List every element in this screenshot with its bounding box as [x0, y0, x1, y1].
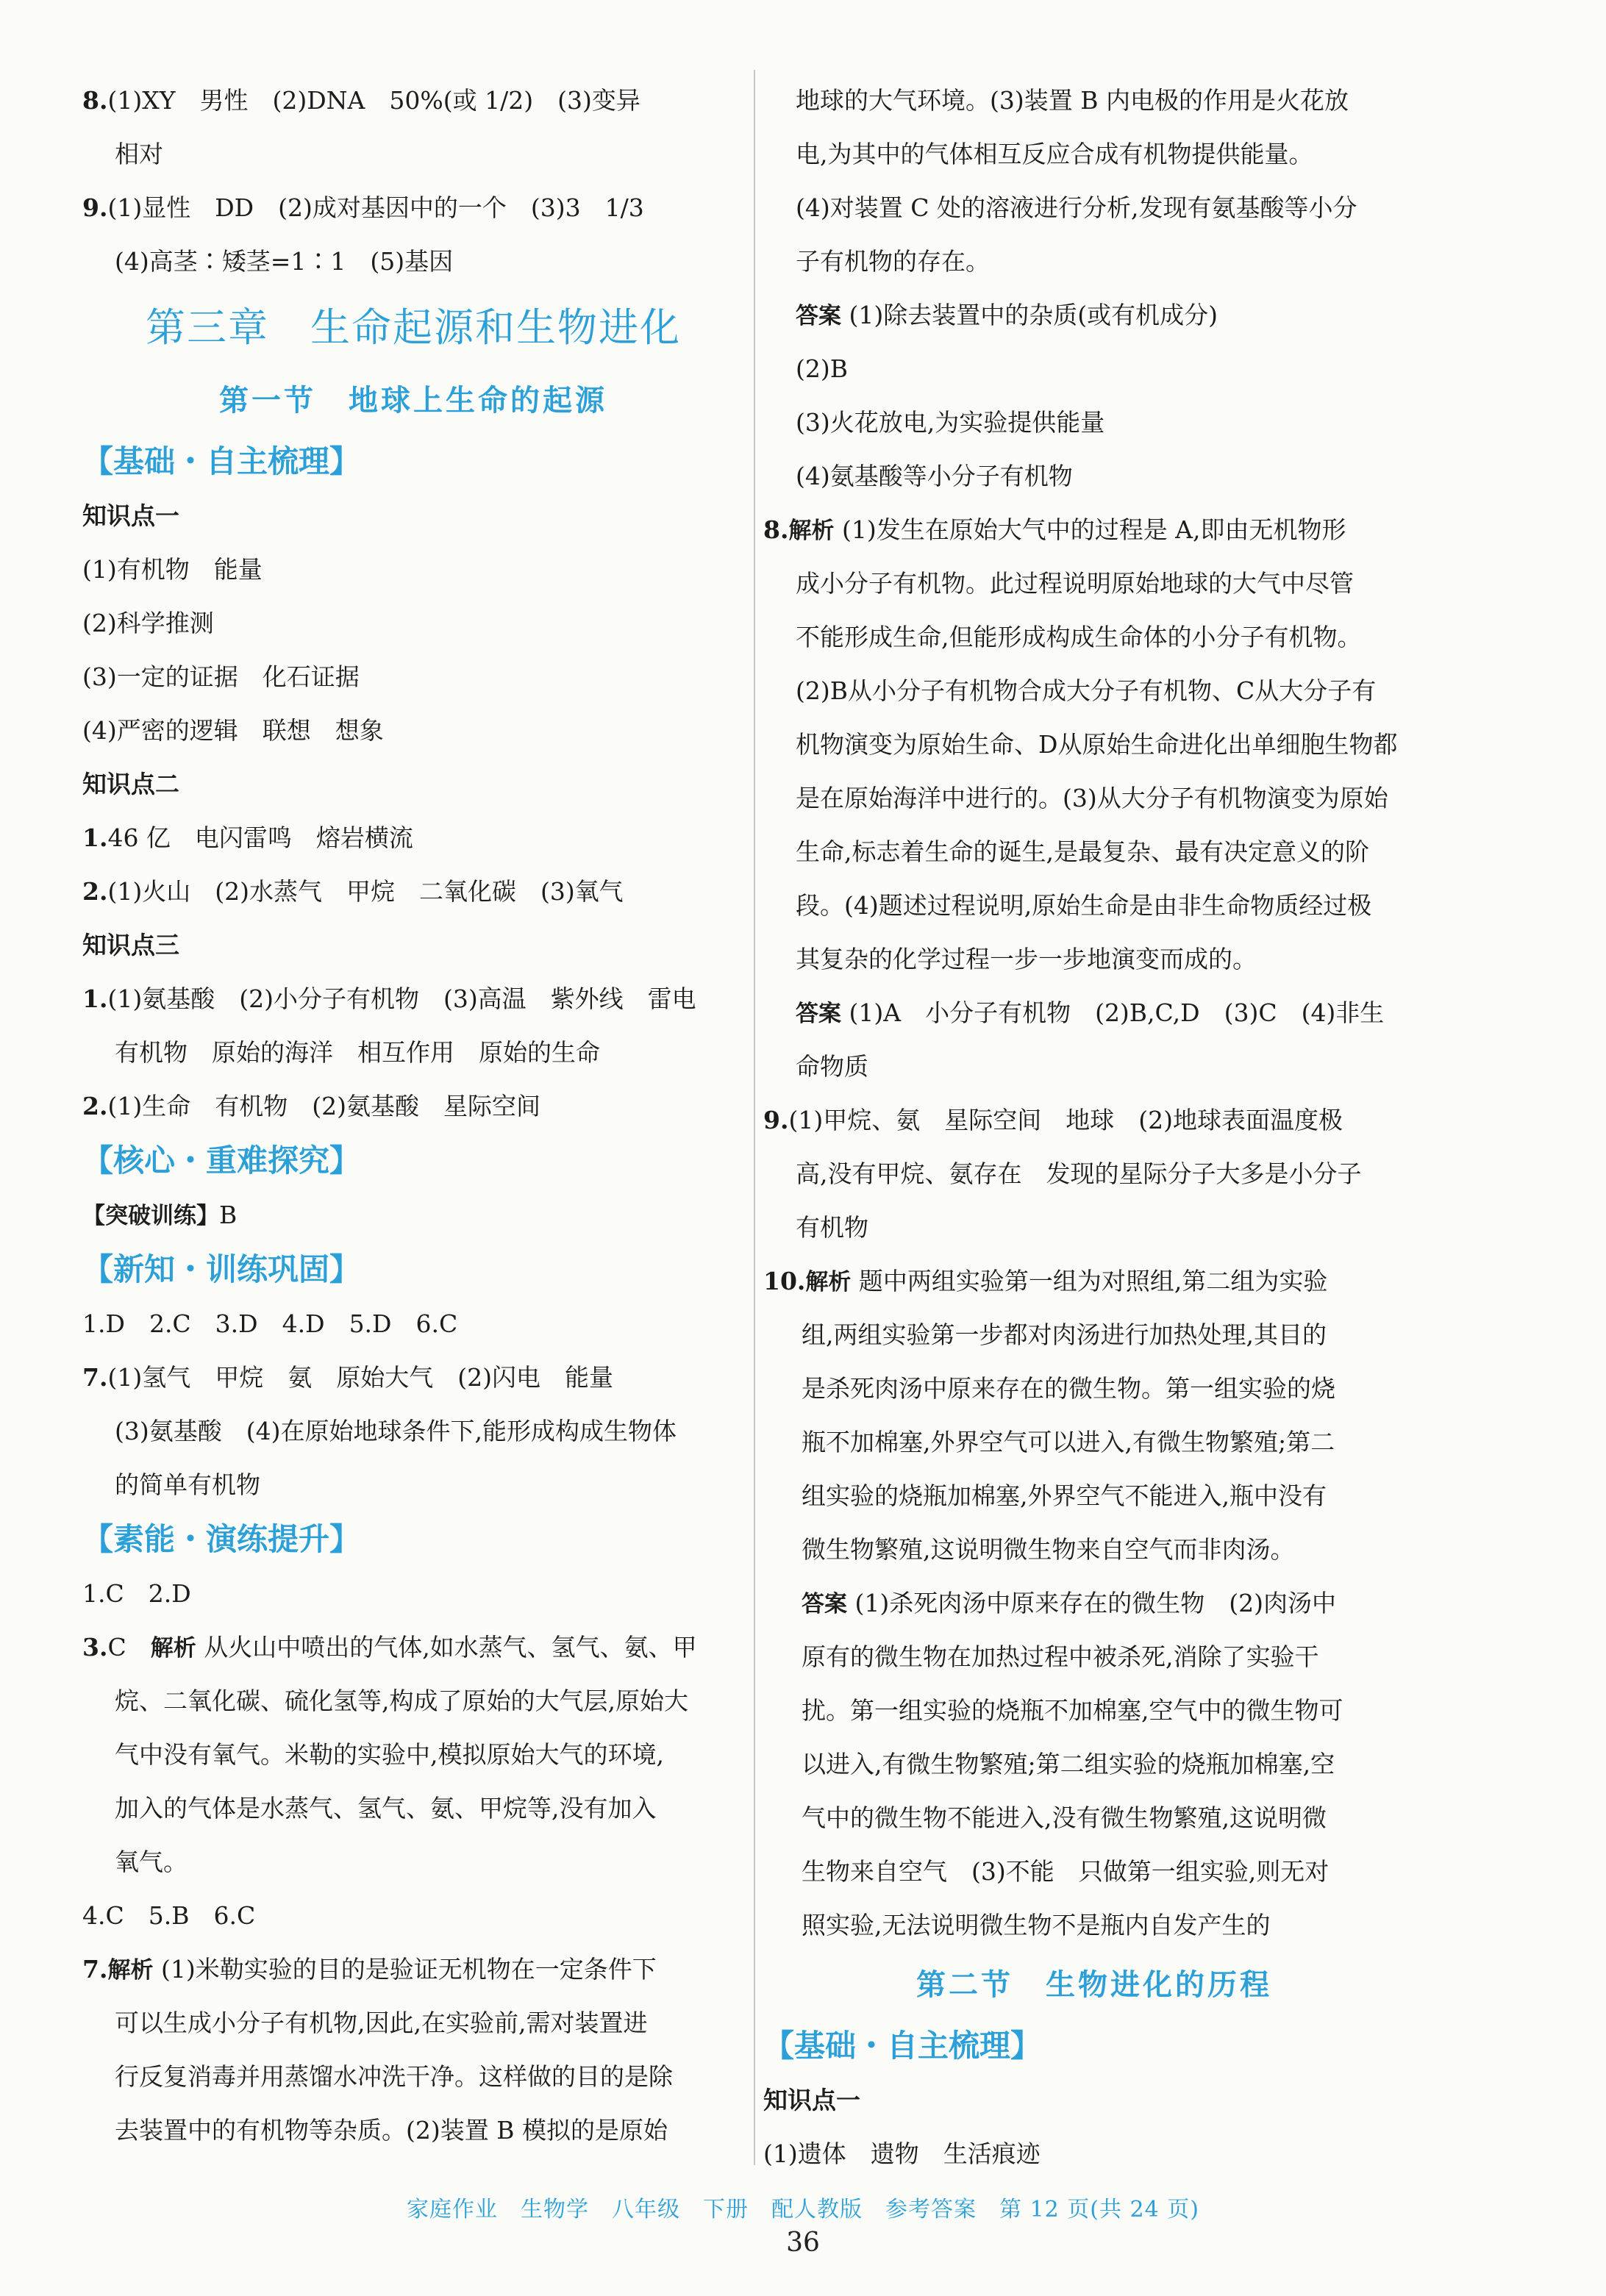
answer-10-key-cont: 照实验,无法说明微生物不是瓶内自发产生的	[802, 1911, 1271, 1939]
answer-7-key-cont: (4)氨基酸等小分子有机物	[796, 462, 1073, 490]
answer-8-key: 答案 (1)A 小分子有机物 (2)B,C,D (3)C (4)非生	[796, 998, 1385, 1027]
answer-3-skill: 3.C 解析 从火山中喷出的气体,如水蒸气、氢气、氨、甲	[82, 1633, 697, 1662]
kp1-item: (3)一定的证据 化石证据	[82, 662, 360, 691]
answer-10-skill-cont: 组实验的烧瓶加棉塞,外界空气不能进入,瓶中没有	[802, 1481, 1327, 1510]
heading-skill: 【素能・演练提升】	[82, 1521, 361, 1557]
answer-10-key-cont: 气中的微生物不能进入,没有微生物繁殖,这说明微	[802, 1803, 1327, 1832]
kp3-item-cont: 有机物 原始的海洋 相互作用 原始的生命	[115, 1038, 600, 1067]
knowledge-point-3: 知识点三	[82, 931, 179, 959]
answer-8-skill-cont: 机物演变为原始生命、D从原始生命进化出单细胞生物都	[796, 730, 1398, 759]
page-footer: 家庭作业 生物学 八年级 下册 配人教版 参考答案 第 12 页(共 24 页)	[407, 2197, 1199, 2222]
answer-3-skill-cont: 氧气。	[115, 1848, 188, 1876]
answer-3-skill-cont: 气中没有氧气。米勒的实验中,模拟原始大气的环境,	[115, 1740, 664, 1769]
answer-7-skill-cont: 去装置中的有机物等杂质。(2)装置 B 模拟的是原始	[115, 2116, 668, 2145]
kp1-item: (4)严密的逻辑 联想 想象	[82, 716, 384, 745]
answer-7-key: 答案 (1)除去装置中的杂质(或有机成分)	[796, 301, 1218, 329]
mc-answers: 1.C 2.D	[82, 1579, 191, 1608]
answer-7-skill-cont: 地球的大气环境。(3)装置 B 内电极的作用是火花放	[796, 86, 1349, 115]
answer-9-cont: (4)高茎∶矮茎=1∶1 (5)基因	[115, 247, 454, 276]
answer-7-new: 7.(1)氢气 甲烷 氨 原始大气 (2)闪电 能量	[82, 1363, 613, 1392]
heading-basic: 【基础・自主梳理】	[82, 443, 361, 479]
answer-8-skill-cont: 成小分子有机物。此过程说明原始地球的大气中尽管	[796, 569, 1354, 598]
kp3-item: 1.(1)氨基酸 (2)小分子有机物 (3)高温 紫外线 雷电	[82, 984, 696, 1013]
answer-7-new-cont: 的简单有机物	[115, 1470, 260, 1499]
page-number: 36	[786, 2228, 820, 2258]
answer-8: 8.(1)XY 男性 (2)DNA 50%(或 1/2) (3)变异	[82, 86, 640, 115]
answer-8-key-cont: 命物质	[796, 1052, 868, 1081]
answer-7-skill-cont: 电,为其中的气体相互反应合成有机物提供能量。	[796, 140, 1313, 168]
answer-8-skill-cont: 不能形成生命,但能形成构成生命体的小分子有机物。	[796, 623, 1362, 651]
answer-10-skill-cont: 组,两组实验第一步都对肉汤进行加热处理,其目的	[802, 1320, 1327, 1349]
answer-3-skill-cont: 烷、二氧化碳、硫化氢等,构成了原始的大气层,原始大	[115, 1687, 688, 1715]
answer-7-skill-cont: 子有机物的存在。	[796, 247, 990, 276]
left-column	[82, 74, 744, 2157]
kp1-item: (1)有机物 能量	[82, 555, 263, 584]
answer-8-skill-cont: (2)B从小分子有机物合成大分子有机物、C从大分子有	[796, 676, 1377, 705]
answer-7-skill-cont: 可以生成小分子有机物,因此,在实验前,需对装置进	[115, 2009, 648, 2037]
mc-answers: 4.C 5.B 6.C	[82, 1901, 256, 1930]
answer-9-skill-cont: 有机物	[796, 1213, 868, 1242]
heading-new: 【新知・训练巩固】	[82, 1251, 361, 1287]
answer-10-skill-cont: 微生物繁殖,这说明微生物来自空气而非肉汤。	[802, 1535, 1295, 1564]
answer-8-skill-cont: 是在原始海洋中进行的。(3)从大分子有机物演变为原始	[796, 784, 1388, 812]
kp1-item: (1)遗体 遗物 生活痕迹	[763, 2139, 1041, 2168]
answer-10-skill-cont: 瓶不加棉塞,外界空气可以进入,有微生物繁殖;第二	[802, 1428, 1335, 1456]
section-title: 第二节 生物进化的历程	[916, 1968, 1272, 2002]
kp1-item: (2)科学推测	[82, 609, 214, 637]
answer-8-skill-cont: 段。(4)题述过程说明,原始生命是由非生命物质经过极	[796, 891, 1372, 920]
answer-3-skill-cont: 加入的气体是水蒸气、氢气、氨、甲烷等,没有加入	[115, 1794, 657, 1823]
answer-10-skill-cont: 是杀死肉汤中原来存在的微生物。第一组实验的烧	[802, 1374, 1335, 1403]
chapter-title: 第三章 生命起源和生物进化	[146, 304, 681, 351]
answer-8-skill-cont: 生命,标志着生命的诞生,是最复杂、最有决定意义的阶	[796, 837, 1369, 866]
answer-8-skill-cont: 其复杂的化学过程一步一步地演变而成的。	[796, 945, 1257, 973]
right-column	[763, 74, 1425, 2181]
answer-7-key-cont: (3)火花放电,为实验提供能量	[796, 408, 1105, 437]
answer-8-skill: 8.解析 (1)发生在原始大气中的过程是 A,即由无机物形	[763, 515, 1346, 544]
kp2-item: 1.46 亿 电闪雷鸣 熔岩横流	[82, 823, 413, 852]
answer-10-key: 答案 (1)杀死肉汤中原来存在的微生物 (2)肉汤中	[802, 1589, 1336, 1617]
section-title: 第一节 地球上生命的起源	[219, 384, 607, 418]
answer-7-new-cont: (3)氨基酸 (4)在原始地球条件下,能形成构成生物体	[115, 1417, 677, 1445]
kp2-item: 2.(1)火山 (2)水蒸气 甲烷 二氧化碳 (3)氧气	[82, 877, 624, 906]
answer-10-key-cont: 生物来自空气 (3)不能 只做第一组实验,则无对	[802, 1857, 1330, 1886]
knowledge-point-1: 知识点一	[763, 2086, 860, 2114]
answer-9-skill-cont: 高,没有甲烷、氨存在 发现的星际分子大多是小分子	[796, 1159, 1362, 1188]
answer-7-skill-cont: (4)对装置 C 处的溶液进行分析,发现有氨基酸等小分	[796, 193, 1357, 222]
column-divider	[754, 70, 755, 2165]
breakthrough-training: 【突破训练】B	[82, 1201, 238, 1229]
knowledge-point-2: 知识点二	[82, 770, 179, 798]
mc-answers: 1.D 2.C 3.D 4.D 5.D 6.C	[82, 1309, 458, 1338]
answer-10-key-cont: 以进入,有微生物繁殖;第二组实验的烧瓶加棉塞,空	[802, 1750, 1335, 1778]
answer-7-skill: 7.解析 (1)米勒实验的目的是验证无机物在一定条件下	[82, 1955, 657, 1984]
answer-9-skill: 9.(1)甲烷、氨 星际空间 地球 (2)地球表面温度极	[763, 1106, 1343, 1134]
answer-9: 9.(1)显性 DD (2)成对基因中的一个 (3)3 1/3	[82, 193, 644, 222]
answer-10-key-cont: 扰。第一组实验的烧瓶不加棉塞,空气中的微生物可	[802, 1696, 1343, 1725]
answer-7-key-cont: (2)B	[796, 354, 848, 383]
answer-10-skill: 10.解析 题中两组实验第一组为对照组,第二组为实验	[763, 1267, 1328, 1295]
knowledge-point-1: 知识点一	[82, 501, 179, 530]
heading-basic: 【基础・自主梳理】	[763, 2028, 1042, 2064]
heading-core: 【核心・重难探究】	[82, 1142, 361, 1179]
kp3-item: 2.(1)生命 有机物 (2)氨基酸 星际空间	[82, 1092, 540, 1120]
answer-10-key-cont: 原有的微生物在加热过程中被杀死,消除了实验干	[802, 1642, 1319, 1671]
answer-7-skill-cont: 行反复消毒并用蒸馏水冲洗干净。这样做的目的是除	[115, 2062, 673, 2091]
answer-8-cont: 相对	[115, 140, 163, 168]
